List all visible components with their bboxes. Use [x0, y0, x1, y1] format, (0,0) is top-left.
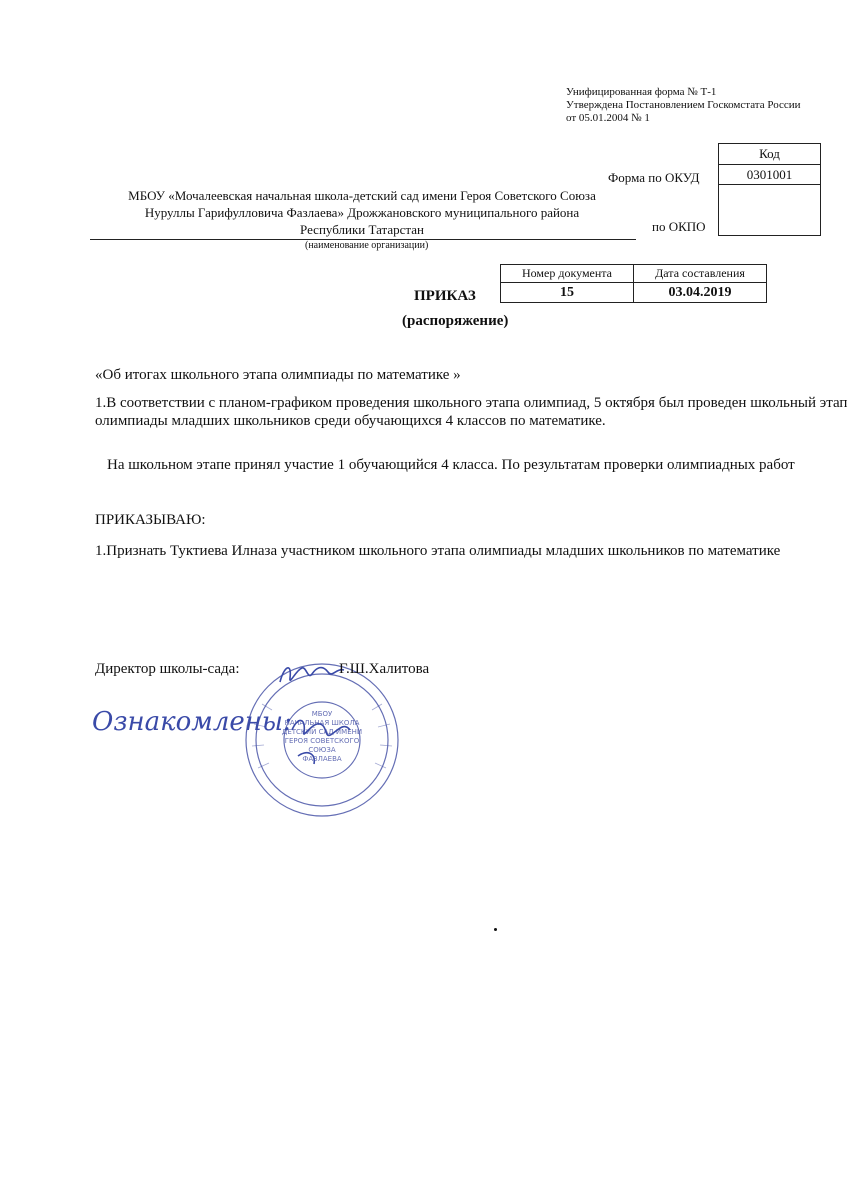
order-title: ПРИКАЗ [414, 288, 476, 304]
okud-value: 0301001 [719, 165, 821, 185]
doc-date: 03.04.2019 [634, 283, 767, 303]
doc-number-header: Номер документа [501, 265, 634, 283]
okpo-label: по ОКПО [652, 219, 706, 234]
codes-header: Код [719, 144, 821, 165]
form-note-line2: Утверждена Постановлением Госкомстата России [566, 99, 801, 111]
acknowledged-text: Ознакомлены: [92, 707, 292, 737]
order-directive: ПРИКАЗЫВАЮ: [95, 512, 206, 528]
order-subtitle: (распоряжение) [402, 313, 509, 329]
form-note-line1: Унифицированная форма № Т-1 [566, 86, 717, 98]
stamp-line1: МБОУ [311, 710, 333, 718]
org-caption: (наименование организации) [305, 240, 429, 251]
paragraph-2: На школьном этапе принял участие 1 обучающийся 4 класса. По результатам проверки олимпиадных работ [107, 457, 795, 473]
okud-label: Форма по ОКУД [608, 170, 700, 185]
doc-date-header: Дата составления [634, 265, 767, 283]
paragraph-4: 1.Признать Туктиева Илназа участником школьного этапа олимпиады младших школьников по математике [95, 543, 781, 559]
form-note [566, 86, 801, 125]
ink-dot [494, 928, 497, 931]
codes-table [718, 143, 821, 236]
acknowledged-handwriting [90, 690, 292, 750]
stamp-line5: СОЮЗА [308, 746, 336, 754]
doc-number: 15 [501, 283, 634, 303]
director-label: Директор школы-сада: [95, 661, 240, 677]
stamp-line2: НАЧАЛЬНАЯ ШКОЛА [284, 719, 360, 727]
stamp-line6: ФАЗЛАЕВА [302, 755, 342, 763]
organization-name [88, 187, 636, 238]
stamp-line3: ДЕТСКИЙ САД ИМЕНИ [281, 728, 363, 736]
form-note-line3: от 05.01.2004 № 1 [566, 112, 650, 124]
org-line2: Нуруллы Гарифулловича Фазлаева» Дрожжановского муниципального района [144, 205, 580, 220]
paragraph-1: 1.В соответствии с планом-графиком проведения школьного этапа олимпиад, 5 октября был проведен школьный этап олимпиады младших школьников среди обучающихся 4 классов по математике. [95, 395, 848, 429]
order-subject: «Об итогах школьного этапа олимпиады по математике » [95, 367, 461, 383]
document-table [500, 264, 767, 303]
director-name: Г.Ш.Халитова [339, 661, 430, 677]
okpo-value [719, 185, 821, 236]
org-line1: МБОУ «Мочалеевская начальная школа-детский сад имени Героя Советского Союза [128, 188, 596, 203]
stamp-line4: ГЕРОЯ СОВЕТСКОГО [284, 737, 360, 745]
org-line3: Республики Татарстан [300, 222, 424, 237]
